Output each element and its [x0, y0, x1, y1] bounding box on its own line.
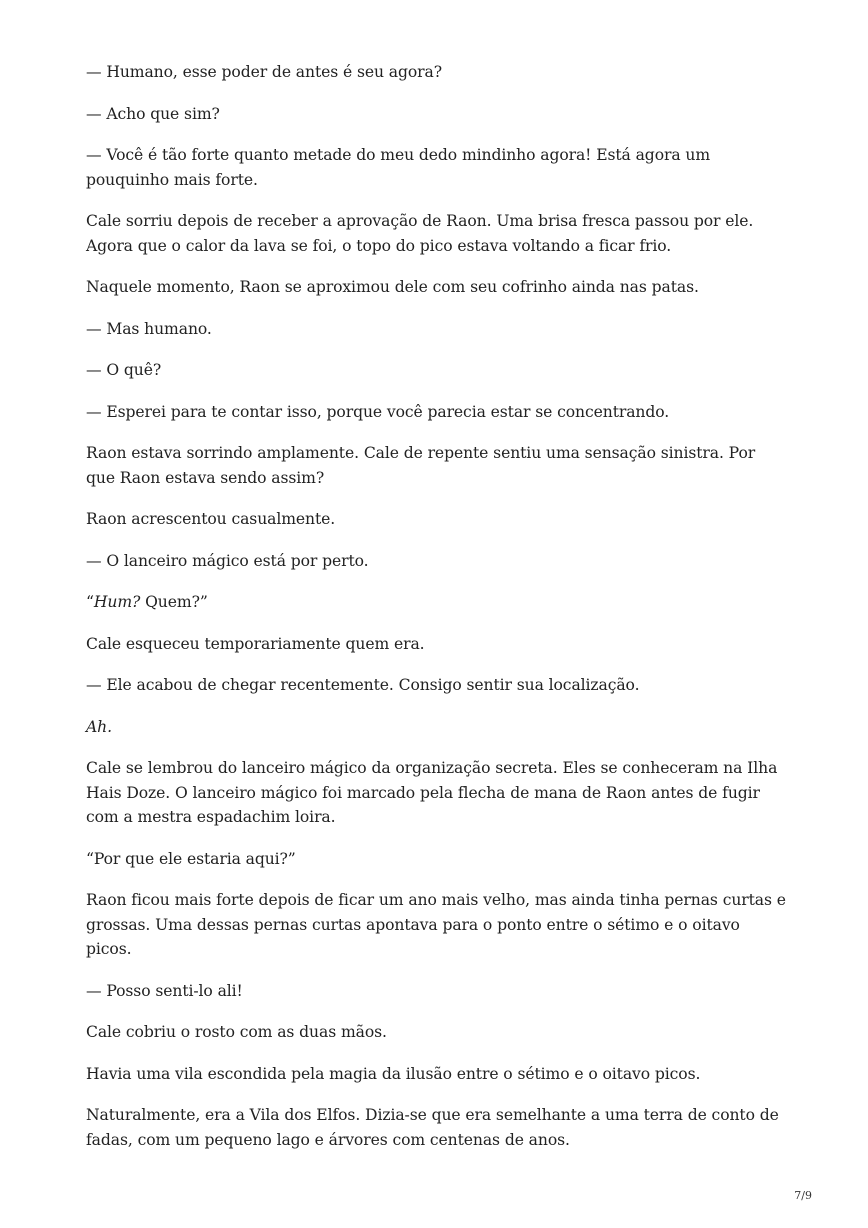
- paragraph: — O quê?: [86, 361, 162, 379]
- paragraph: Raon ficou mais forte depois de ficar um ano mais velho, mas ainda tinha pernas curtas e grossas. Uma dessas pernas curtas apontava para o ponto entre o sétimo e o oitavo picos.: [86, 891, 786, 958]
- paragraph-hum: [86, 590, 786, 615]
- open-quote: “: [86, 593, 94, 611]
- page-number: 7/9: [794, 1189, 812, 1202]
- paragraph: Raon acrescentou casualmente.: [86, 510, 336, 528]
- page-body: [86, 60, 786, 1169]
- paragraph: Cale sorriu depois de receber a aprovação de Raon. Uma brisa fresca passou por ele. Agora que o calor da lava se foi, o topo do pico estava voltando a ficar frio.: [86, 212, 754, 255]
- paragraph: Cale esqueceu temporariamente quem era.: [86, 634, 425, 653]
- paragraph: Naturalmente, era a Vila dos Elfos. Dizia-se que era semelhante a uma terra de conto de fadas, com um pequeno lago e árvores com centenas de anos.: [86, 1106, 779, 1149]
- paragraph: — Ele acabou de chegar recentemente. Consigo sentir sua localização.: [86, 676, 640, 694]
- paragraph: Raon estava sorrindo amplamente. Cale de repente sentiu uma sensação sinistra. Por que Raon estava sendo assim?: [86, 444, 756, 487]
- paragraph: — Acho que sim?: [86, 104, 220, 123]
- paragraph: Cale cobriu o rosto com as duas mãos.: [86, 1023, 387, 1041]
- italic-text: Hum?: [93, 593, 141, 611]
- paragraph: — Humano, esse poder de antes é seu agora?: [86, 63, 442, 81]
- paragraph: — Esperei para te contar isso, porque você parecia estar se concentrando.: [86, 402, 670, 421]
- quote-rest: Quem?”: [140, 593, 208, 611]
- paragraph: “Por que ele estaria aqui?”: [86, 849, 296, 868]
- paragraph: Havia uma vila escondida pela magia da ilusão entre o sétimo e o oitavo picos.: [86, 1064, 701, 1083]
- paragraph: — Mas humano.: [86, 319, 212, 338]
- paragraph: Naquele momento, Raon se aproximou dele com seu cofrinho ainda nas patas.: [86, 278, 699, 296]
- paragraph: Cale se lembrou do lanceiro mágico da organização secreta. Eles se conheceram na Ilha Hais Doze. O lanceiro mágico foi marcado pela flecha de mana de Raon antes de fugir com a mestra espadachim loira.: [86, 759, 778, 826]
- paragraph: — Você é tão forte quanto metade do meu dedo mindinho agora! Está agora um pouquinho mais forte.: [86, 146, 711, 189]
- paragraph: — Posso senti-lo ali!: [86, 981, 243, 1000]
- paragraph: — O lanceiro mágico está por perto.: [86, 551, 369, 570]
- paragraph-ah: Ah.: [86, 717, 112, 736]
